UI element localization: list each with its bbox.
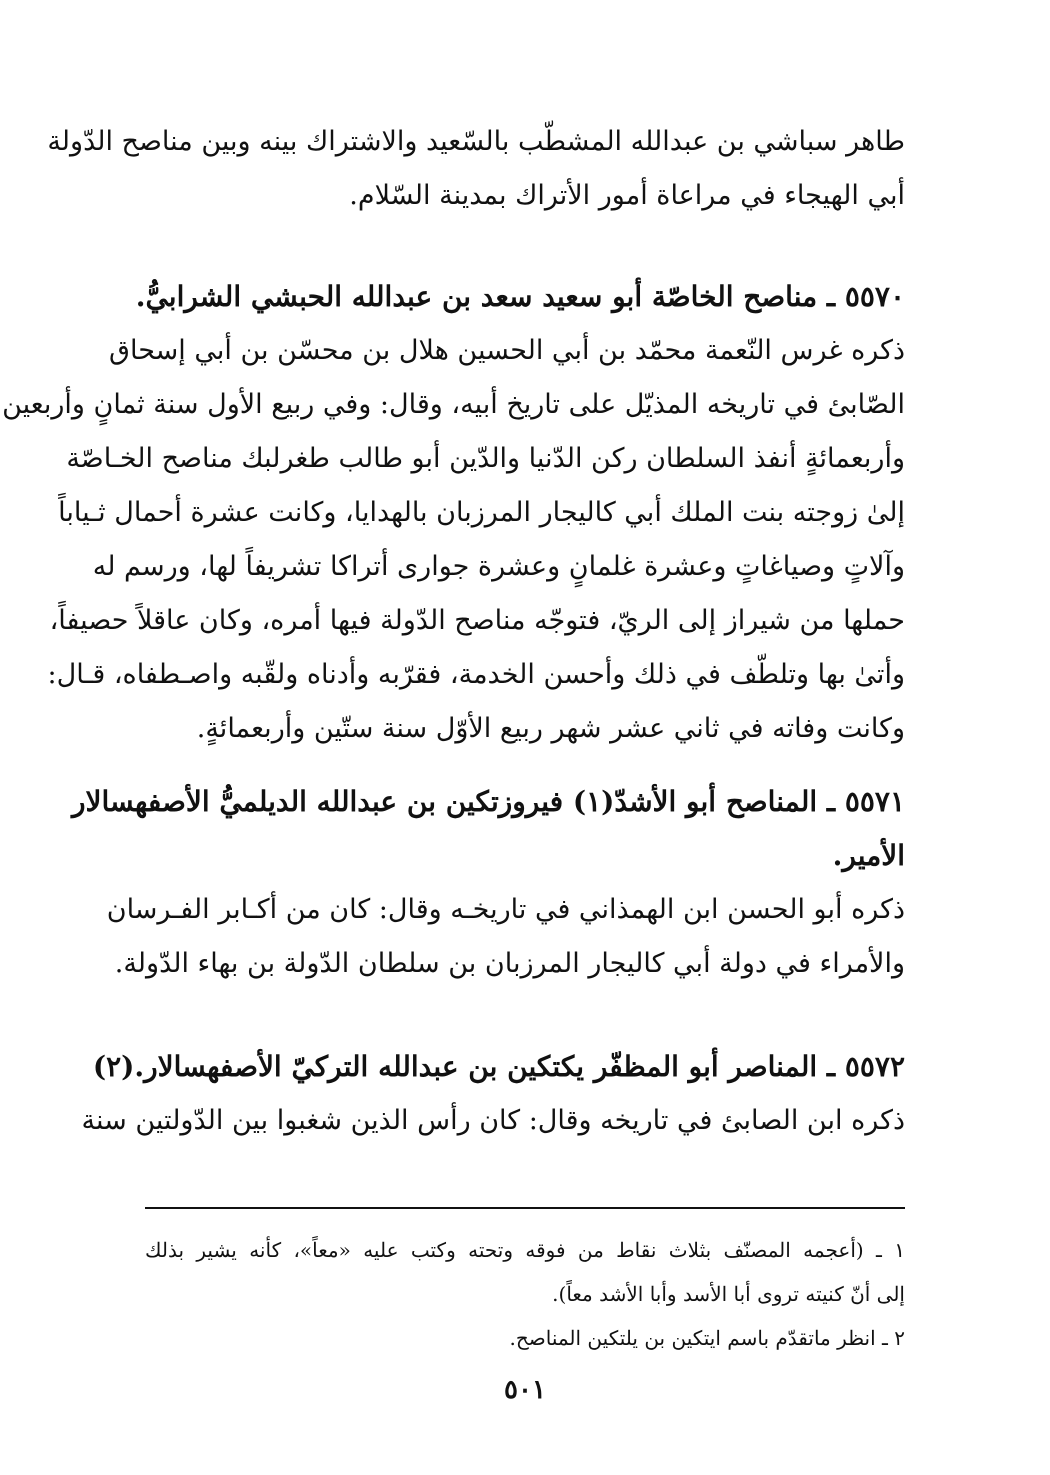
footnote-line: ١ ـ (أعجمه المصنّف بثلاث نقاط من فوقه وتحته وكتب عليه «معاً»، كأنه يشير بذلك xyxy=(145,1238,905,1262)
text-line: والأمراء في دولة أبي كاليجار المرزبان بن سلطان الدّولة بن بهاء الدّولة. xyxy=(114,948,905,979)
entry-heading: ٥٥٧١ ـ المناصح أبو الأشدّ(١) فيروزتكين بن عبدالله الديلميُّ الأصفهسالار xyxy=(72,785,905,818)
text-line: وكانت وفاته في ثاني عشر شهر ربيع الأوّل سنة ستّين وأربعمائةٍ. xyxy=(196,713,905,744)
text-line: طاهر سباشي بن عبدالله المشطّب بالسّعيد والاشتراك بينه وبين مناصح الدّولة xyxy=(47,126,905,157)
entry-heading: ٥٥٧٠ ـ مناصح الخاصّة أبو سعيد سعد بن عبدالله الحبشي الشرابيُّ. xyxy=(135,280,905,313)
entry-heading: الأمير. xyxy=(832,839,905,872)
text-line: حملها من شيراز إلى الريّ، فتوجّه مناصح الدّولة فيها أمره، وكان عاقلاً حصيفاً، xyxy=(49,605,905,636)
text-line: ذكره أبو الحسن ابن الهمذاني في تاريخـه وقال: كان من أكـابر الفـرسان xyxy=(106,894,905,925)
entry-heading: ٥٥٧٢ ـ المناصر أبو المظفّر يكتكين بن عبدالله التركيّ الأصفهسالار.(٢) xyxy=(92,1050,905,1083)
text-line: وآلاتٍ وصياغاتٍ وعشرة غلمانٍ وعشرة جوارى أتراكا تشريفاً لها، ورسم له xyxy=(92,551,905,582)
footnote-line: ٢ ـ انظر ماتقدّم باسم ايتكين بن يلتكين المناصح. xyxy=(509,1326,905,1350)
text-line: وأتىٰ بها وتلطّف في ذلك وأحسن الخدمة، فقرّبه وأدناه ولقّبه واصـطفاه، قـال: xyxy=(47,659,905,690)
footnote-divider xyxy=(145,1207,905,1209)
text-line: الصّابئ في تاريخه المذيّل على تاريخ أبيه، وقال: وفي ربيع الأول سنة ثمانٍ وأربعين xyxy=(2,389,905,420)
entry-5570 xyxy=(2,270,905,756)
entry-5572 xyxy=(81,1040,905,1148)
intro-paragraph xyxy=(47,115,905,223)
text-line: ذكره ابن الصابئ في تاريخه وقال: كان رأس الذين شغبوا بين الدّولتين سنة xyxy=(81,1105,905,1136)
text-line: ذكره غرس النّعمة محمّد بن أبي الحسين هلال بن محسّن بن أبي إسحاق xyxy=(109,335,905,366)
text-line: وأربعمائةٍ أنفذ السلطان ركن الدّنيا والدّين أبو طالب طغرلبك مناصح الخـاصّة xyxy=(66,443,905,474)
text-line: إلىٰ زوجته بنت الملك أبي كاليجار المرزبان بالهدايا، وكانت عشرة أحمال ثـياباً xyxy=(58,497,905,528)
footnotes xyxy=(145,1228,905,1360)
text-line: أبي الهيجاء في مراعاة أمور الأتراك بمدينة السّلام. xyxy=(349,180,905,211)
entry-5571 xyxy=(72,775,905,991)
page-number: ٥٠١ xyxy=(504,1375,546,1405)
footnote-line: إلى أنّ كنيته تروى أبا الأسد وأبا الأشد معاً). xyxy=(552,1282,905,1306)
